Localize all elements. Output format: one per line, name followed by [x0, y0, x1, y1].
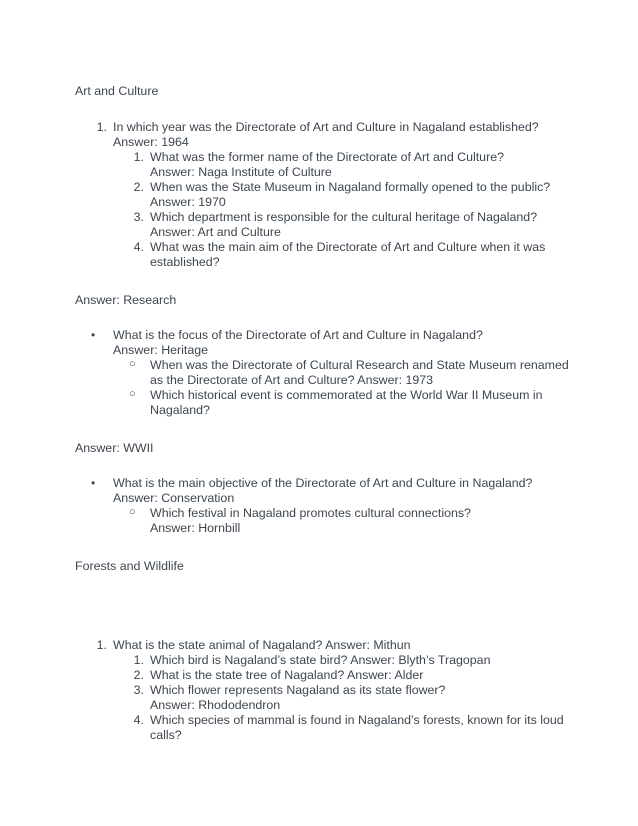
forests-list: [0, 638, 638, 743]
question-text: What is the main objective of the Directorate of Art and Culture in Nagaland?: [113, 476, 533, 490]
answer-text: Answer: Heritage: [113, 343, 209, 357]
list-item: [133, 713, 570, 743]
answer-text: Answer: 1964: [113, 135, 189, 149]
answer-text: Answer: Rhododendron: [150, 698, 281, 712]
question-text: When was the State Museum in Nagaland formally opened to the public?: [150, 180, 551, 194]
question-text: What is the state animal of Nagaland? Answer: Mithun: [113, 638, 411, 652]
question-text: Which festival in Nagaland promotes cultural connections?: [150, 506, 471, 520]
list-item: [96, 638, 573, 653]
list-number: 3.: [133, 683, 144, 697]
research-list: [0, 328, 638, 418]
circle-bullet-icon: ○: [129, 388, 136, 400]
list-item: [133, 210, 570, 240]
bullet-icon: •: [91, 328, 96, 342]
list-item: [91, 476, 573, 506]
list-item: [133, 180, 570, 210]
list-item: [133, 150, 570, 180]
question-text: Which historical event is commemorated at the World War II Museum in Nagaland?: [150, 388, 543, 417]
list-number: 2.: [133, 668, 144, 682]
circle-bullet-icon: ○: [129, 358, 136, 370]
question-text: Which department is responsible for the cultural heritage of Nagaland?: [150, 210, 538, 224]
list-item: [129, 358, 570, 388]
section-heading-forests-wildlife: Forests and Wildlife: [75, 559, 184, 573]
list-item: [129, 506, 570, 536]
list-item: [133, 683, 570, 713]
question-text: Which flower represents Nagaland as its state flower?: [150, 683, 446, 697]
list-item: [96, 120, 573, 150]
list-item: [129, 388, 570, 418]
wwii-list: [0, 476, 638, 536]
answer-text: Answer: Hornbill: [150, 521, 241, 535]
section-heading-art-culture: Art and Culture: [75, 84, 159, 98]
answer-text: Answer: 1970: [150, 195, 226, 209]
question-text: When was the Directorate of Cultural Research and State Museum renamed as the Directorate of Art and Culture? Answer: 1973: [150, 358, 569, 387]
question-text: What is the state tree of Nagaland? Answer: Alder: [150, 668, 424, 682]
question-text: In which year was the Directorate of Art and Culture in Nagaland established?: [113, 120, 539, 134]
question-text: What was the former name of the Directorate of Art and Culture?: [150, 150, 504, 164]
circle-bullet-icon: ○: [129, 506, 136, 518]
list-item: [133, 240, 570, 270]
section-heading-wwii: Answer: WWII: [75, 441, 154, 455]
list-number: 4.: [133, 240, 144, 254]
list-number: 3.: [133, 210, 144, 224]
question-text: What is the focus of the Directorate of Art and Culture in Nagaland?: [113, 328, 483, 342]
list-item: [133, 668, 570, 683]
list-item: [133, 653, 570, 668]
section-heading-research: Answer: Research: [75, 293, 177, 307]
list-item: [91, 328, 573, 358]
list-number: 1.: [133, 150, 144, 164]
answer-text: Answer: Conservation: [113, 491, 235, 505]
list-number: 2.: [133, 180, 144, 194]
question-text: Which bird is Nagaland’s state bird? Answer: Blyth’s Tragopan: [150, 653, 491, 667]
answer-text: Answer: Naga Institute of Culture: [150, 165, 332, 179]
bullet-icon: •: [91, 476, 96, 490]
list-number: 1.: [133, 653, 144, 667]
question-text: What was the main aim of the Directorate of Art and Culture when it was established?: [150, 240, 546, 269]
answer-text: Answer: Art and Culture: [150, 225, 281, 239]
list-number: 1.: [96, 120, 107, 134]
question-text: Which species of mammal is found in Nagaland’s forests, known for its loud calls?: [150, 713, 564, 742]
art-culture-list: [0, 120, 638, 270]
list-number: 1.: [96, 638, 107, 652]
list-number: 4.: [133, 713, 144, 727]
